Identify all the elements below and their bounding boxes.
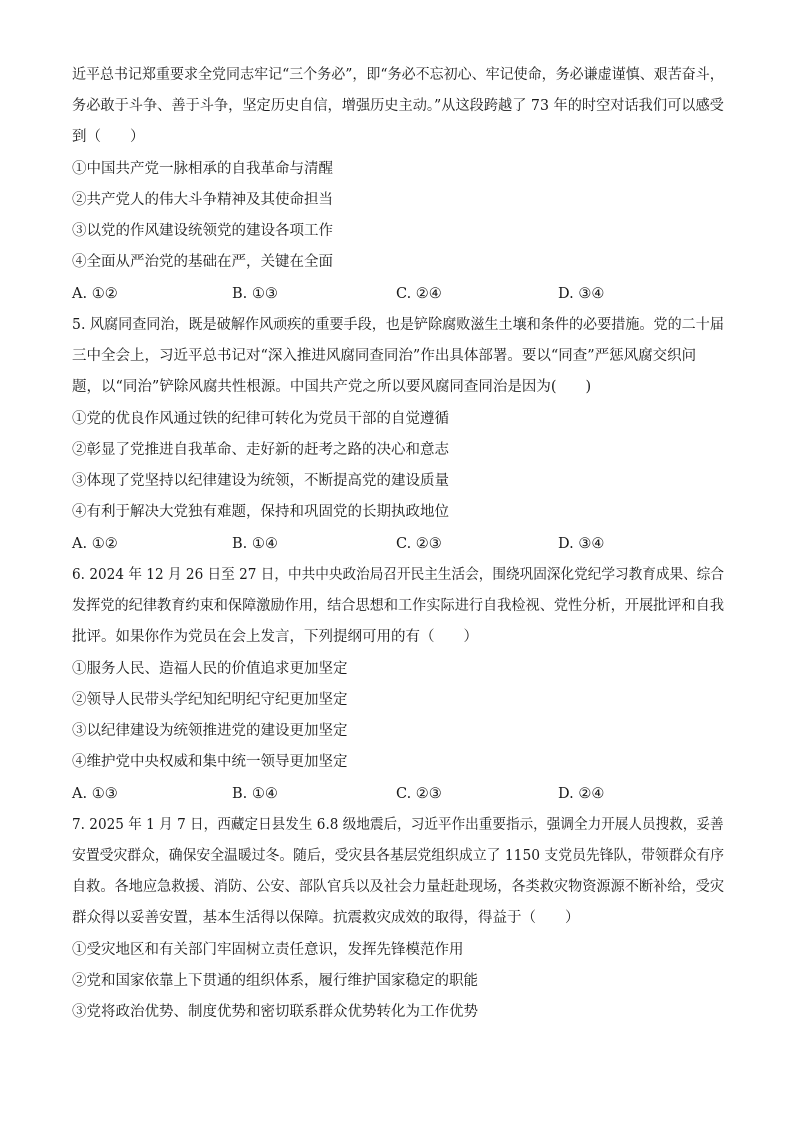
q4-stem-line-3: 到（ ）: [72, 129, 145, 145]
q6-stem-line-3: 批评。如果你作为党员在会上发言，下列提纲可用的有（ ）: [72, 629, 478, 645]
q7-statement-3: ③党将政治优势、制度优势和密切联系群众优势转化为工作优势: [72, 1004, 478, 1020]
q7-statement-2: ②党和国家依靠上下贯通的组织体系，履行维护国家稳定的职能: [72, 973, 478, 989]
q5-stem-line-3: 题，以“同治”铲除风腐共性根源。中国共产党之所以要风腐同查同治是因为( ): [72, 379, 592, 395]
q6-option-a: A. ①③: [72, 786, 118, 802]
q5-option-c: C. ②③: [396, 536, 442, 552]
q7-stem-line-1: 7. 2025 年 1 月 7 日，西藏定日县发生 6.8 级地震后，习近平作出重要指示，强调全力开展人员搜救，妥善: [72, 817, 724, 833]
q6-stem-line-1: 6. 2024 年 12 月 26 日至 27 日，中共中央政治局召开民主生活会，围绕巩固深化党纪学习教育成果、综合: [72, 567, 724, 583]
q6-option-b: B. ①④: [232, 786, 278, 802]
q4-option-d: D. ③④: [558, 286, 605, 302]
q5-option-d: D. ③④: [558, 536, 605, 552]
q4-statement-1: ①中国共产党一脉相承的自我革命与清醒: [72, 161, 333, 177]
q7-stem-line-4: 群众得以妥善安置，基本生活得以保障。抗震救灾成效的取得，得益于（ ）: [72, 910, 580, 926]
q5-option-b: B. ①④: [232, 536, 278, 552]
q6-stem-line-2: 发挥党的纪律教育约束和保障激励作用，结合思想和工作实际进行自我检视、党性分析，开展批评和自我: [72, 598, 724, 614]
q4-option-b: B. ①③: [232, 286, 278, 302]
q4-option-a: A. ①②: [72, 286, 118, 302]
q4-stem-line-1: 近平总书记郑重要求全党同志牢记“三个务必”，即“务必不忘初心、牢记使命，务必谦虚谨慎、艰苦奋斗，: [72, 67, 724, 83]
q5-stem-line-2: 三中全会上，习近平总书记对“深入推进风腐同查同治”作出具体部署。要以“同查”严惩风腐交织问: [72, 348, 697, 364]
q6-option-d: D. ②④: [558, 786, 605, 802]
q4-statement-2: ②共产党人的伟大斗争精神及其使命担当: [72, 192, 333, 208]
q5-statement-1: ①党的优良作风通过铁的纪律可转化为党员干部的自觉遵循: [72, 411, 449, 427]
q4-statement-4: ④全面从严治党的基础在严，关键在全面: [72, 254, 333, 270]
q4-option-c: C. ②④: [396, 286, 442, 302]
q6-statement-2: ②领导人民带头学纪知纪明纪守纪更加坚定: [72, 692, 348, 708]
q4-stem-line-2: 务必敢于斗争、善于斗争，坚定历史自信，增强历史主动。”从这段跨越了 73 年的时空对话我们可以感受: [72, 98, 724, 114]
q7-statement-1: ①受灾地区和有关部门牢固树立责任意识，发挥先锋模范作用: [72, 942, 464, 958]
q7-stem-line-3: 自救。各地应急救援、消防、公安、部队官兵以及社会力量赶赴现场，各类救灾物资源源不断补给，受灾: [72, 879, 724, 895]
q5-statement-2: ②彰显了党推进自我革命、走好新的赶考之路的决心和意志: [72, 442, 449, 458]
q6-statement-1: ①服务人民、造福人民的价值追求更加坚定: [72, 661, 348, 677]
q5-statement-4: ④有利于解决大党独有难题，保持和巩固党的长期执政地位: [72, 504, 449, 520]
q6-statement-4: ④维护党中央权威和集中统一领导更加坚定: [72, 754, 348, 770]
q6-option-c: C. ②③: [396, 786, 442, 802]
q5-stem-line-1: 5. 风腐同查同治，既是破解作风顽疾的重要手段，也是铲除腐败滋生土壤和条件的必要措施。党的二十届: [72, 317, 724, 333]
q5-statement-3: ③体现了党坚持以纪律建设为统领，不断提高党的建设质量: [72, 473, 449, 489]
q6-statement-3: ③以纪律建设为统领推进党的建设更加坚定: [72, 723, 348, 739]
q4-statement-3: ③以党的作风建设统领党的建设各项工作: [72, 223, 333, 239]
q5-option-a: A. ①②: [72, 536, 118, 552]
q7-stem-line-2: 安置受灾群众，确保安全温暖过冬。随后，受灾县各基层党组织成立了 1150 支党员先锋队，带领群众有序: [72, 848, 725, 864]
